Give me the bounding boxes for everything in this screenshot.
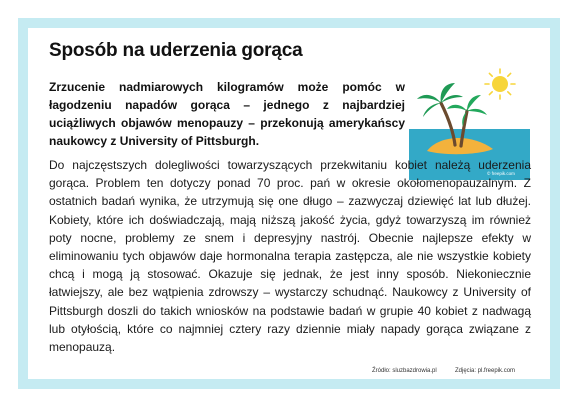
sun-icon	[485, 69, 515, 99]
article-body: Do najczęstszych dolegliwości towarzyszących przekwitaniu kobiet należą uderzenia gorąca. Problem ten dotyczy ponad 70 proc. pań w okresie okołomenopauzalnym. Z ostatnich badań wynika, że utrzymują się one długo – zazwyczaj dziewięć lat lub dłużej. Kobiety, które ich doświadczają, mają niższą jakość życia, gdyż towarzyszą im również poty nocne, problemy ze snem i depresyjny nastrój. Obecnie najlepsze efekty w eliminowaniu tych objawów daje hormonalna terapia zastępcza, ale nie wszystkie kobiety chcą i mogą ją stosować. Okazuje się jednak, że jest inny sposób. Niekoniecznie łatwiejszy, ale bez wątpienia zdrowszy – wystarczy schudnąć. Naukowcy z University of Pittsburgh doszli do takich wniosków na podstawie badań w grupie 40 kobiet z nadwagą lub otyłością, które co najmniej cztery razy dziennie miały napady gorąca związane z menopauzą.	[49, 158, 531, 355]
illustration-watermark: © freepik.com	[487, 171, 515, 176]
article-lead: Zrzucenie nadmiarowych kilogramów może pomóc w łagodzeniu napadów gorąca – jednego z najbardziej uciążliwych objawów menopauzy – przekonują amerykańscy naukowcy z University of Pittsburgh.	[49, 80, 405, 148]
article-title: Sposób na uderzenia gorąca	[49, 40, 303, 61]
photo-credit: Zdjęcia: pl.freepik.com	[455, 368, 516, 374]
source-note: Źródło: sluzbazdrowia.pl	[372, 368, 437, 374]
